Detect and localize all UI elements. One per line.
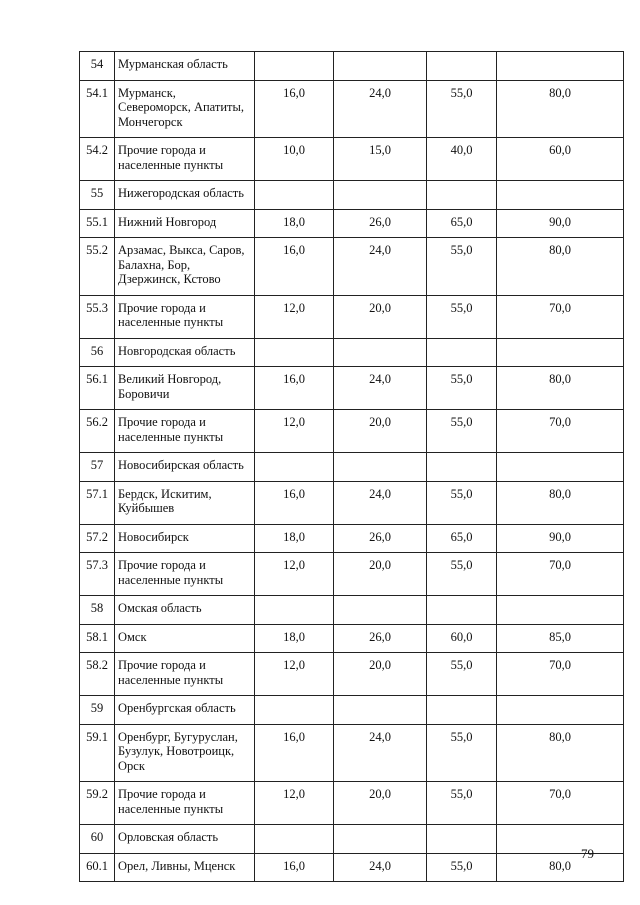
- rate-4-value: 70,0: [549, 558, 571, 572]
- rate-3-value: 65,0: [450, 529, 473, 544]
- page-number: 79: [581, 846, 594, 861]
- row-number: 56: [80, 338, 115, 367]
- rate-3-cell: [427, 553, 497, 596]
- rate-1-value: 12,0: [283, 300, 305, 315]
- row-number: 54.2: [80, 138, 115, 181]
- rate-1-value: 18,0: [283, 214, 305, 229]
- rate-2-value: 20,0: [369, 415, 391, 429]
- table-row: [80, 596, 624, 625]
- locality-name: Прочие города и населенные пункты: [115, 553, 255, 596]
- rate-4-cell: [497, 209, 624, 238]
- row-number: 55.1: [80, 209, 115, 238]
- rate-2-cell: [334, 181, 427, 210]
- row-number: 57.2: [80, 524, 115, 553]
- rate-3-value: 55,0: [450, 372, 473, 386]
- rate-4-cell: [497, 624, 624, 653]
- rate-1-value: 16,0: [283, 486, 305, 501]
- row-number: 55.3: [80, 295, 115, 338]
- rate-4-cell: [497, 80, 624, 138]
- rate-4-cell: [497, 653, 624, 696]
- rate-2-value: 26,0: [369, 529, 391, 544]
- rate-1-cell: [255, 238, 334, 296]
- rate-4-cell: [497, 295, 624, 338]
- locality-name: Прочие города и населенные пункты: [115, 653, 255, 696]
- rate-1-cell: [255, 624, 334, 653]
- locality-name: Мурманская область: [115, 52, 255, 81]
- rate-1-value: 12,0: [283, 558, 305, 572]
- rate-4-cell: [497, 481, 624, 524]
- rate-3-value: 55,0: [450, 558, 473, 572]
- rate-3-cell: [427, 825, 497, 854]
- rate-3-cell: [427, 209, 497, 238]
- rate-3-value: 40,0: [450, 143, 473, 157]
- row-number: 55: [80, 181, 115, 210]
- rate-3-value: 55,0: [450, 415, 473, 429]
- rate-1-value: 16,0: [283, 729, 305, 744]
- locality-name: Прочие города и населенные пункты: [115, 295, 255, 338]
- row-number: 58: [80, 596, 115, 625]
- rate-4-cell: [497, 338, 624, 367]
- rate-2-value: 26,0: [369, 214, 391, 229]
- rate-1-cell: [255, 209, 334, 238]
- rate-3-value: 55,0: [450, 858, 473, 873]
- rate-2-cell: [334, 410, 427, 453]
- rate-3-cell: [427, 80, 497, 138]
- rate-2-value: 20,0: [369, 658, 391, 672]
- locality-name: Мурманск, Североморск, Апатиты, Мончегорск: [115, 80, 255, 138]
- rate-3-cell: [427, 724, 497, 782]
- rate-4-value: 80,0: [549, 729, 571, 744]
- rate-1-value: 12,0: [283, 658, 305, 672]
- table-row: [80, 782, 624, 825]
- rate-2-cell: [334, 724, 427, 782]
- rate-1-cell: [255, 481, 334, 524]
- row-number: 56.1: [80, 367, 115, 410]
- row-number: 57.1: [80, 481, 115, 524]
- table-row: [80, 181, 624, 210]
- locality-name: Омская область: [115, 596, 255, 625]
- table-row: [80, 453, 624, 482]
- table-row: [80, 80, 624, 138]
- table-row: [80, 696, 624, 725]
- table-row: [80, 524, 624, 553]
- rate-1-cell: [255, 553, 334, 596]
- rate-2-cell: [334, 80, 427, 138]
- row-number: 59.2: [80, 782, 115, 825]
- rate-2-cell: [334, 653, 427, 696]
- rate-4-cell: [497, 181, 624, 210]
- rate-1-cell: [255, 853, 334, 882]
- table-body: [80, 52, 624, 882]
- table-row: [80, 138, 624, 181]
- row-number: 60: [80, 825, 115, 854]
- rate-2-value: 20,0: [369, 787, 391, 801]
- rate-4-cell: [497, 524, 624, 553]
- rate-2-cell: [334, 52, 427, 81]
- rate-1-cell: [255, 453, 334, 482]
- rate-4-value: 90,0: [549, 214, 571, 229]
- locality-name: Прочие города и населенные пункты: [115, 138, 255, 181]
- rate-2-cell: [334, 782, 427, 825]
- row-number: 58.2: [80, 653, 115, 696]
- rate-1-value: 16,0: [283, 243, 305, 257]
- rate-3-value: 65,0: [450, 214, 473, 229]
- row-number: 58.1: [80, 624, 115, 653]
- table-row: [80, 209, 624, 238]
- rate-2-cell: [334, 367, 427, 410]
- rate-3-value: 55,0: [450, 85, 473, 100]
- rate-3-value: 55,0: [450, 658, 473, 672]
- locality-name: Новосибирская область: [115, 453, 255, 482]
- rate-1-cell: [255, 52, 334, 81]
- rate-1-cell: [255, 410, 334, 453]
- locality-name: Оренбургская область: [115, 696, 255, 725]
- rate-3-cell: [427, 596, 497, 625]
- rate-3-value: 60,0: [450, 629, 473, 644]
- rate-4-value: 70,0: [549, 787, 571, 801]
- table-row: [80, 367, 624, 410]
- table-row: [80, 238, 624, 296]
- table-row: [80, 724, 624, 782]
- rate-2-cell: [334, 624, 427, 653]
- rate-2-cell: [334, 853, 427, 882]
- rate-2-cell: [334, 596, 427, 625]
- rate-2-cell: [334, 295, 427, 338]
- table-row: [80, 624, 624, 653]
- row-number: 57: [80, 453, 115, 482]
- rate-2-value: 20,0: [369, 558, 391, 572]
- rate-2-value: 26,0: [369, 629, 391, 644]
- rate-4-value: 80,0: [549, 372, 571, 386]
- table-row: [80, 481, 624, 524]
- rate-3-cell: [427, 295, 497, 338]
- row-number: 54: [80, 52, 115, 81]
- locality-name: Арзамас, Выкса, Саров, Балахна, Бор, Дзержинск, Кстово: [115, 238, 255, 296]
- rate-1-value: 16,0: [283, 858, 305, 873]
- rate-1-cell: [255, 138, 334, 181]
- rate-1-cell: [255, 724, 334, 782]
- rate-4-cell: [497, 724, 624, 782]
- rate-4-cell: [497, 453, 624, 482]
- row-number: 54.1: [80, 80, 115, 138]
- rate-3-cell: [427, 367, 497, 410]
- rate-1-value: 16,0: [283, 85, 305, 100]
- row-number: 55.2: [80, 238, 115, 296]
- locality-name: Орел, Ливны, Мценск: [115, 853, 255, 882]
- table-row: [80, 653, 624, 696]
- rate-2-cell: [334, 238, 427, 296]
- rate-4-cell: [497, 853, 624, 882]
- table-row: [80, 410, 624, 453]
- rate-1-value: 12,0: [283, 787, 305, 801]
- rate-2-value: 24,0: [369, 729, 391, 744]
- rate-4-cell: [497, 238, 624, 296]
- row-number: 59.1: [80, 724, 115, 782]
- rate-4-value: 80,0: [549, 486, 571, 501]
- rate-1-cell: [255, 782, 334, 825]
- rate-2-cell: [334, 453, 427, 482]
- rate-4-value: 80,0: [549, 243, 571, 257]
- locality-name: Бердск, Искитим, Куйбышев: [115, 481, 255, 524]
- rate-2-cell: [334, 209, 427, 238]
- rate-4-cell: [497, 553, 624, 596]
- rate-3-cell: [427, 238, 497, 296]
- row-number: 60.1: [80, 853, 115, 882]
- rate-3-cell: [427, 138, 497, 181]
- rate-3-cell: [427, 181, 497, 210]
- rate-4-value: 90,0: [549, 529, 571, 544]
- rate-1-cell: [255, 825, 334, 854]
- rate-2-cell: [334, 553, 427, 596]
- rate-1-cell: [255, 696, 334, 725]
- rate-4-cell: [497, 138, 624, 181]
- rate-4-cell: [497, 367, 624, 410]
- rate-2-value: 24,0: [369, 85, 391, 100]
- rate-3-cell: [427, 853, 497, 882]
- locality-name: Прочие города и населенные пункты: [115, 782, 255, 825]
- rate-1-cell: [255, 181, 334, 210]
- rate-2-value: 15,0: [369, 143, 391, 157]
- rate-3-value: 55,0: [450, 243, 473, 257]
- rate-3-cell: [427, 52, 497, 81]
- rate-1-value: 18,0: [283, 629, 305, 644]
- row-number: 57.3: [80, 553, 115, 596]
- rate-2-cell: [334, 138, 427, 181]
- rate-3-cell: [427, 453, 497, 482]
- rate-1-cell: [255, 295, 334, 338]
- rate-3-value: 55,0: [450, 729, 473, 744]
- locality-name: Нижний Новгород: [115, 209, 255, 238]
- rate-4-value: 80,0: [549, 858, 571, 873]
- rate-3-cell: [427, 624, 497, 653]
- rate-4-value: 70,0: [549, 658, 571, 672]
- rate-3-cell: [427, 782, 497, 825]
- table-row: [80, 553, 624, 596]
- rate-4-value: 80,0: [549, 85, 571, 100]
- locality-name: Оренбург, Бугуруслан, Бузулук, Новотроицк, Орск: [115, 724, 255, 782]
- table-row: [80, 52, 624, 81]
- rate-3-value: 55,0: [450, 787, 473, 801]
- rate-4-cell: [497, 825, 624, 854]
- locality-name: Великий Новгород, Боровичи: [115, 367, 255, 410]
- rate-3-value: 55,0: [450, 486, 473, 501]
- table-row: [80, 338, 624, 367]
- rate-2-value: 24,0: [369, 858, 391, 873]
- rate-1-cell: [255, 524, 334, 553]
- rate-1-cell: [255, 80, 334, 138]
- locality-name: Омск: [115, 624, 255, 653]
- table-row: [80, 825, 624, 854]
- rates-table: [79, 51, 624, 882]
- locality-name: Орловская область: [115, 825, 255, 854]
- rate-2-cell: [334, 338, 427, 367]
- row-number: 56.2: [80, 410, 115, 453]
- rate-4-cell: [497, 410, 624, 453]
- rate-1-cell: [255, 367, 334, 410]
- rate-3-cell: [427, 653, 497, 696]
- rate-4-value: 70,0: [549, 415, 571, 429]
- rate-2-value: 24,0: [369, 486, 391, 501]
- rate-3-cell: [427, 410, 497, 453]
- rate-3-cell: [427, 338, 497, 367]
- rate-4-cell: [497, 696, 624, 725]
- rate-1-value: 12,0: [283, 415, 305, 429]
- rate-1-cell: [255, 596, 334, 625]
- rate-4-value: 60,0: [549, 143, 571, 157]
- row-number: 59: [80, 696, 115, 725]
- rate-2-value: 24,0: [369, 243, 391, 257]
- table-row: [80, 853, 624, 882]
- locality-name: Прочие города и населенные пункты: [115, 410, 255, 453]
- rate-3-cell: [427, 524, 497, 553]
- rate-4-cell: [497, 596, 624, 625]
- rate-2-cell: [334, 524, 427, 553]
- rate-2-value: 24,0: [369, 372, 391, 386]
- rate-2-cell: [334, 825, 427, 854]
- rate-1-value: 18,0: [283, 529, 305, 544]
- rate-4-cell: [497, 782, 624, 825]
- rate-3-cell: [427, 481, 497, 524]
- rate-4-value: 85,0: [549, 629, 571, 644]
- rate-2-cell: [334, 696, 427, 725]
- rate-1-cell: [255, 338, 334, 367]
- table-row: [80, 295, 624, 338]
- rate-2-value: 20,0: [369, 300, 391, 315]
- locality-name: Новгородская область: [115, 338, 255, 367]
- locality-name: Нижегородская область: [115, 181, 255, 210]
- rate-3-cell: [427, 696, 497, 725]
- rate-1-value: 10,0: [283, 143, 305, 157]
- rate-1-cell: [255, 653, 334, 696]
- rate-2-cell: [334, 481, 427, 524]
- rate-3-value: 55,0: [450, 300, 473, 315]
- locality-name: Новосибирск: [115, 524, 255, 553]
- rate-4-cell: [497, 52, 624, 81]
- rate-1-value: 16,0: [283, 372, 305, 386]
- rate-4-value: 70,0: [549, 300, 571, 315]
